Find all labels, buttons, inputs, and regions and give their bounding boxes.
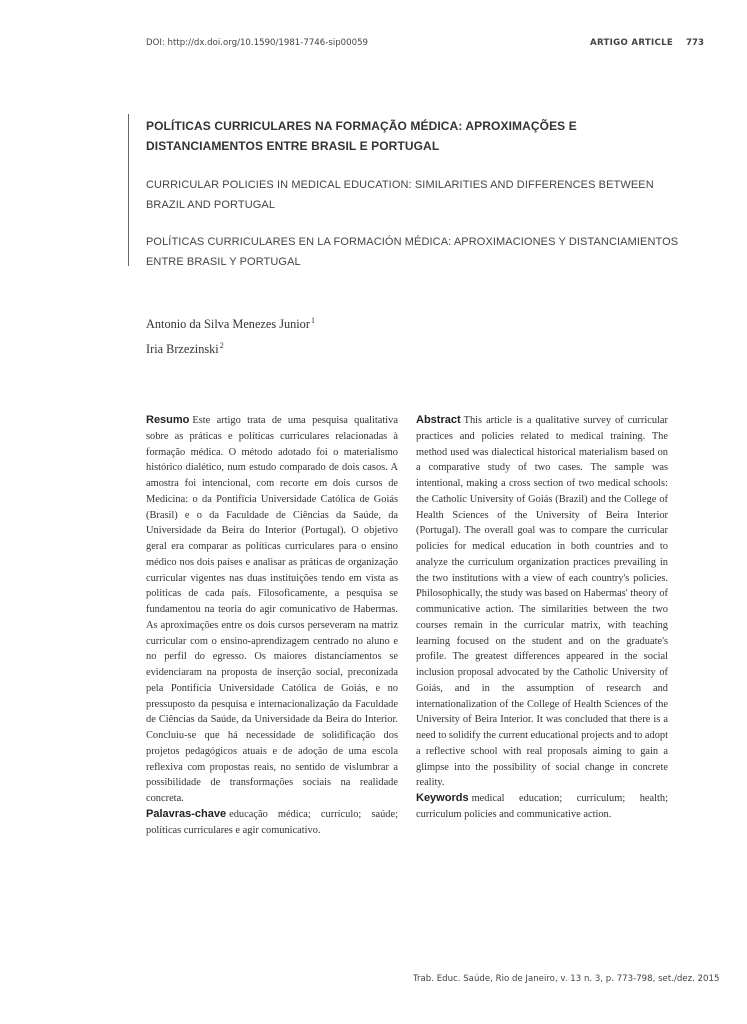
title-english: CURRICULAR POLICIES IN MEDICAL EDUCATION: SIMILARITIES AND DIFFERENCES BETWEEN BRAZIL AND PORTUGAL [146,179,654,211]
abstract-text: Este artigo trata de uma pesquisa qualitativa sobre as práticas e políticas curriculares relacionadas à formação médica. O método adotado foi o materialismo histórico dialético, num estudo comparado de dois casos. A amostra foi intencional, com recorte em dois cursos de Medicina: o da Pontifícia Universidade Católica de Goiás (Brasil) e o da Faculdade de Ciências da Saúde, da Universidade da Beira do Interior (Portugal). O objetivo geral era comparar as políticas curriculares para o ensino médico nos dois países e analisar as práticas de organização curricular vigentes nas duas instituições tendo em vista as políticas de cada país. Filosoficamente, a pesquisa se fundamentou na teoria do agir comunicativo de Habermas. As aproximações entre os dois cursos perseveram na matriz curricular com o ensino-aprendizagem centrado no aluno e no perfil do egresso. Os maiores distanciamentos se evidenciaram na proposta de inserção social, preconizada pela Pontifícia Universidade Católica de Goiás, e no pressuposto da pesquisa e internacionalização da Faculdade de Ciências da Saúde, da Universidade da Beira do Interior. Concluiu-se que há necessidade de solidificação dos projetos pedagógicos atuais e de adoção de uma escola reflexiva com propostas reais, no sentido de vislumbrar a possibilidade de transformações sociais na realidade concreta. [146,415,398,804]
section-label: ARTIGO ARTICLE [590,38,674,48]
abstract-english [416,413,668,823]
title-rule [128,114,129,266]
author-footnote-ref[interactable]: 2 [219,341,224,350]
abstract-portuguese [146,413,398,838]
title-portuguese: POLÍTICAS CURRICULARES NA FORMAÇÃO MÉDICA: APROXIMAÇÕES E DISTANCIAMENTOS ENTRE BRASIL E PORTUGAL [146,119,577,153]
doi-link[interactable]: DOI: http://dx.doi.org/10.1590/1981-7746-sip00059 [146,38,368,48]
author-footnote-ref[interactable]: 1 [310,316,315,325]
author [146,335,315,360]
author-name: Antonio da Silva Menezes Junior [146,317,310,331]
keywords-text: educação médica; currículo; saúde; políticas curriculares e agir comunicativo. [146,808,398,836]
author-name: Iria Brzezinski [146,342,219,356]
keywords-label: Palavras-chave [146,807,227,820]
abstract-label: Resumo [146,414,190,426]
keywords-text: medical education; curriculum; health; curriculum policies and communicative action. [416,793,668,820]
title-spanish: POLÍTICAS CURRICULARES EN LA FORMACIÓN MÉDICA: APROXIMACIONES Y DISTANCIAMIENTOS ENTRE BRASIL Y PORTUGAL [146,236,679,268]
page-number: 773 [686,38,704,48]
journal-citation: Trab. Educ. Saúde, Rio de Janeiro, v. 13 n. 3, p. 773-798, set./dez. 2015 [413,974,720,984]
keywords-label: Keywords [416,792,469,804]
author [146,310,315,335]
abstract-text: This article is a qualitative survey of curricular practices and policies related to medical training. The method used was dialectical historical materialism based on a comparative study of two cases. The sample was intentional, making a cross section of two medical schools: the Catholic University of Goiás (Brazil) and the College of Health Sciences of the University of Beira Interior (Portugal). The overall goal was to compare the curricular policies for medical education in both countries and to analyze the curriculum organization practices prevailing in the two institutions with a view of each country's policies. Philosophically, the study was based on Habermas' theory of communicative action. The similarities between the two courses remain in the curricular matrix, with teaching learning focused on the student and on the graduate's profile. The greatest differences appeared in the social inclusion proposal advocated by the Catholic University of Goiás, and in the assumption of research and internationalization of the College of Health Sciences of the University of Beira Interior. It was concluded that there is a need to solidify the current educational projects and to adopt a reflective school with real proposals aiming to gain a glimpse into the possibility of social change in concrete reality. [416,415,668,789]
titles-block [146,117,691,272]
authors-block [146,310,315,360]
abstract-label: Abstract [416,414,461,426]
